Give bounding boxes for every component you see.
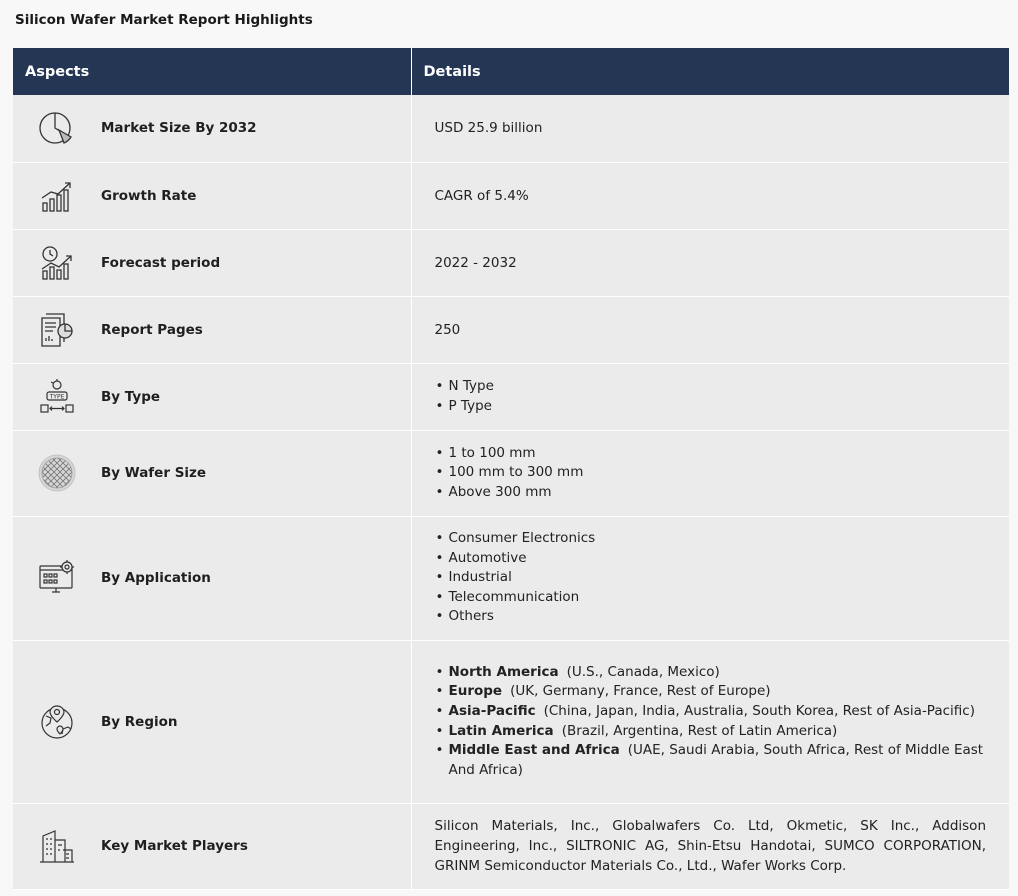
list-item: • 1 to 100 mm: [435, 444, 987, 464]
aspect-label: Report Pages: [101, 321, 203, 338]
region-name: Latin America: [448, 722, 554, 739]
table-row: [13, 430, 1009, 516]
region-list: [435, 663, 987, 781]
region-name: Middle East and Africa: [448, 742, 620, 759]
list-item: • Others: [435, 607, 987, 627]
region-countries: (U.S., Canada, Mexico): [566, 663, 720, 680]
type-list: [435, 377, 987, 416]
buildings-icon: [35, 824, 79, 868]
table-row: [13, 516, 1009, 640]
detail-value: USD 25.9 billion: [434, 120, 543, 137]
region-name: Europe: [448, 683, 503, 700]
aspect-label: Forecast period: [101, 254, 221, 271]
region-countries: (China, Japan, India, Australia, South Korea, Rest of Asia-Pacific): [543, 702, 975, 719]
aspect-label: By Application: [101, 570, 211, 586]
list-item: [435, 682, 987, 702]
type-selection-icon: [35, 375, 79, 419]
header-aspects: Aspects: [13, 48, 411, 95]
table-row: [13, 640, 1009, 803]
table-row: [13, 363, 1009, 430]
region-name: Asia-Pacific: [448, 702, 536, 719]
region-countries: (UAE, Saudi Arabia, South Africa, Rest of Middle East And Africa): [448, 742, 984, 778]
list-item: [435, 722, 987, 742]
list-item: • 100 mm to 300 mm: [435, 463, 987, 483]
wafer-icon: [35, 451, 79, 495]
table-row: [13, 296, 1009, 363]
table-row: [13, 95, 1009, 162]
header-details: Details: [411, 48, 1009, 95]
table-row: [13, 803, 1009, 889]
region-countries: (Brazil, Argentina, Rest of Latin America): [561, 722, 838, 739]
list-item: • P Type: [435, 397, 987, 417]
detail-value: 2022 - 2032: [434, 254, 517, 271]
aspect-label: By Wafer Size: [101, 465, 207, 481]
list-item: • N Type: [435, 377, 987, 397]
list-item: • Automotive: [435, 549, 987, 569]
report-document-icon: [35, 308, 79, 352]
list-item: [435, 663, 987, 683]
list-item: • Telecommunication: [435, 588, 987, 608]
page-title: Silicon Wafer Market Report Highlights: [15, 12, 313, 28]
aspect-label: Growth Rate: [101, 187, 197, 204]
table-row: [13, 229, 1009, 296]
aspect-label: Key Market Players: [101, 838, 248, 854]
list-item: • Industrial: [435, 568, 987, 588]
detail-value: Silicon Materials, Inc., Globalwafers Co. Ltd, Okmetic, SK Inc., Addison Engineering, Inc., SILTRONIC AG, Shin-Etsu Handotai, SUMCO CORPORATION, GRINM Semiconductor Materials Co., Ltd., Wafer Works Corp.: [434, 818, 986, 874]
list-item: [435, 741, 987, 780]
list-item: • Above 300 mm: [435, 483, 987, 503]
list-item: [435, 702, 987, 722]
forecast-chart-icon: [35, 241, 79, 285]
application-monitor-icon: [35, 556, 79, 600]
growth-bar-chart-icon: [35, 174, 79, 218]
region-name: North America: [448, 663, 559, 680]
globe-location-icon: [35, 700, 79, 744]
table-row: [13, 162, 1009, 229]
table-header-row: [13, 48, 1009, 95]
report-highlights-table: [13, 48, 1009, 890]
detail-value: CAGR of 5.4%: [434, 187, 529, 204]
list-item: • Consumer Electronics: [435, 529, 987, 549]
pie-chart-icon: [35, 106, 79, 150]
aspect-label: By Region: [101, 713, 178, 730]
detail-value: 250: [434, 321, 461, 338]
application-list: [435, 529, 987, 627]
region-countries: (UK, Germany, France, Rest of Europe): [510, 683, 771, 700]
wafer-size-list: [435, 444, 987, 503]
aspect-label: Market Size By 2032: [101, 120, 257, 137]
aspect-label: By Type: [101, 388, 161, 405]
svg-text:TYPE: TYPE: [49, 393, 65, 400]
